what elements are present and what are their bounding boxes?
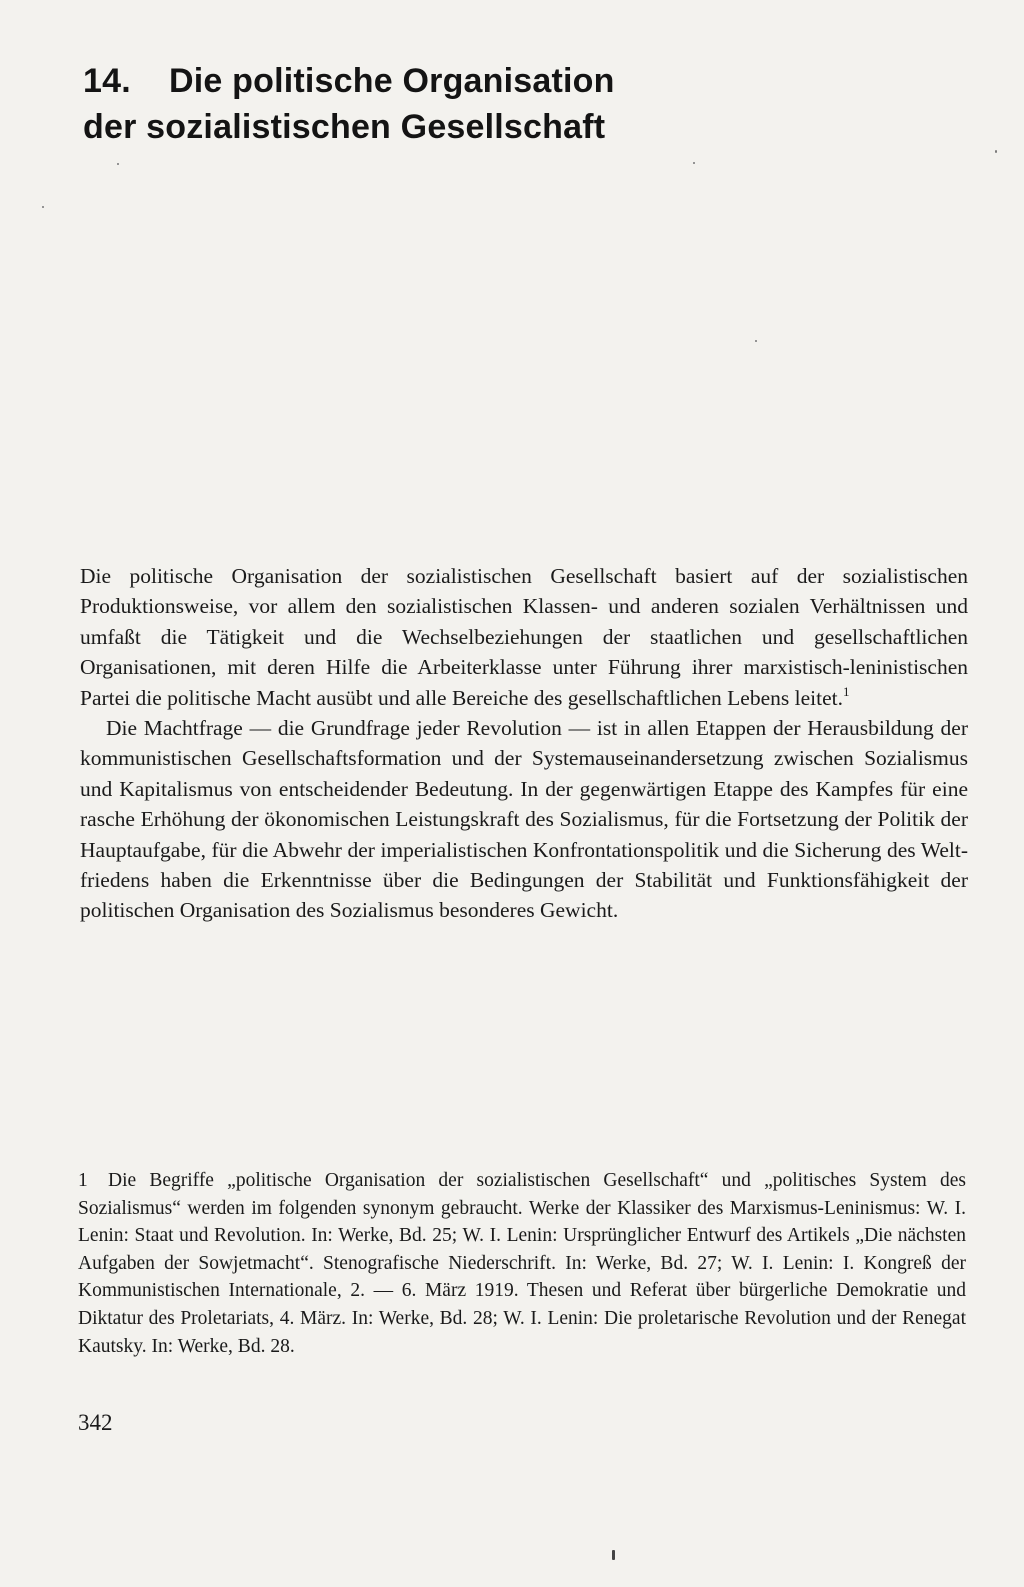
- footnote-text: Die Begriffe „politische Organisation der sozialistischen Gesellschaft“ und „politisches System des Sozialismus“ werden im folgenden synonym gebraucht. Werke der Klassiker des Marxismus-Leninismus: W. I. Lenin: Staat und Revolution. In: Werke, Bd. 25; W. I. Lenin: Ursprünglicher Entwurf des Artikels „Die nächsten Aufgaben der Sowjetmacht“. Stenografische Niederschrift. In: Werke, Bd. 27; W. I. Lenin: I. Kongreß der Kommunistischen Internationale, 2. — 6. März 1919. Thesen und Referat über bürgerliche Demokratie und Diktatur des Proletariats, 4. März. In: Werke, Bd. 28; W. I. Lenin: Die proletarische Revolution und der Renegat Kautsky. In: Werke, Bd. 28.: [78, 1170, 966, 1357]
- scan-speck: [693, 162, 695, 164]
- scan-speck: [42, 206, 44, 208]
- scan-speck: [612, 1550, 615, 1560]
- scan-speck: [755, 340, 757, 342]
- scan-speck: [117, 163, 119, 165]
- footnote-1: [78, 1167, 966, 1360]
- scan-speck: [995, 150, 997, 153]
- paragraph-1: [80, 561, 968, 713]
- footnote-number: 1: [78, 1170, 88, 1191]
- chapter-number: 14.: [83, 62, 131, 100]
- chapter-title: [83, 58, 883, 150]
- chapter-title-line1: Die politische Organisation: [169, 62, 615, 100]
- paragraph-1-text: Die politische Organisation der sozialistischen Gesellschaft basiert auf der sozialistischen Produktionsweise, vor allem den sozialistischen Klassen- und anderen sozialen Verhältnissen und umfaßt die Tätigkeit und die Wechselbeziehungen der staatlichen und gesellschaftlichen Organisationen, mit deren Hilfe die Arbeiterklasse unter Führung ihrer marxistisch-leninistischen Partei die politische Macht ausübt und alle Bereiche des gesellschaftlichen Lebens leitet.: [80, 564, 968, 710]
- paragraph-2: Die Machtfrage — die Grundfrage jeder Revolution — ist in allen Etappen der Herausbildung der kommunistischen Gesellschaftsformation und der Systemauseinandersetzung zwischen Sozialismus und Kapitalismus von entscheidender Bedeutung. In der gegenwärtigen Etappe des Kampfes für eine rasche Erhöhung der ökonomischen Leistungskraft des Sozialismus, für die Fortsetzung der Politik der Hauptaufgabe, für die Abwehr der imperialistischen Konfrontationspolitik und die Sicherung des Weltfriedens haben die Erkenntnisse über die Bedingungen der Stabilität und Funktionsfähigkeit der politischen Organisation des Sozialismus besonderes Gewicht.: [80, 716, 968, 923]
- footnote-reference: 1: [843, 683, 850, 699]
- page-number: 342: [78, 1410, 113, 1435]
- footnotes: [78, 1167, 966, 1360]
- body-text: [80, 561, 968, 926]
- chapter-title-line2: der sozialistischen Gesellschaft: [83, 108, 606, 146]
